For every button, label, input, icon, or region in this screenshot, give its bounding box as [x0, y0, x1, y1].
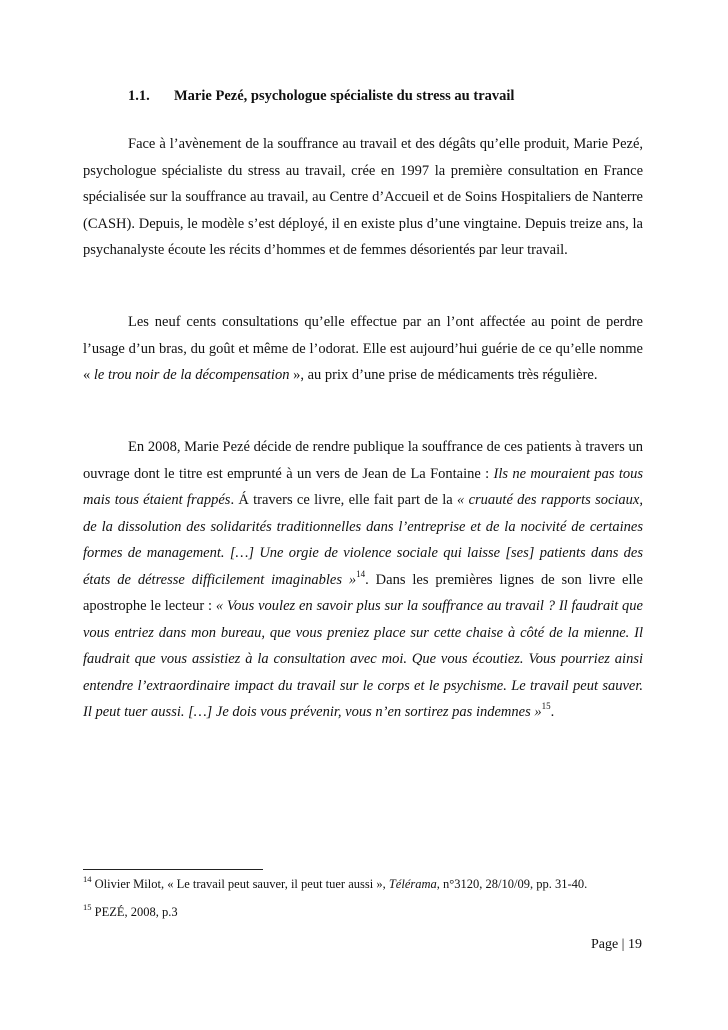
footnote-14-source: Télérama	[388, 877, 437, 891]
section-heading	[128, 88, 514, 105]
paragraph-consultations	[83, 309, 643, 389]
paragraph-intro: Face à l’avènement de la souffrance au travail et des dégâts qu’elle produit, Marie Pezé, psychologue spécialiste du stress au travail, crée en 1997 la première consultation en France spécialisée sur la souffrance au travail, au Centre d’Accueil et de Soins Hospitaliers de Nanterre (CASH). Depuis, le modèle s’est déployé, il en existe plus d’une vingtaine. Depuis treize ans, la psychanalyste écoute les récits d’hommes et de femmes désorientés par leur travail.	[83, 136, 643, 258]
footnote-ref-14[interactable]: 14	[356, 568, 366, 579]
paragraph-3-text-3: . Dans les premières lignes de son livre elle apostrophe le lecteur :	[83, 571, 643, 614]
section-title: Marie Pezé, psychologue spécialiste du stress au travail	[174, 88, 515, 104]
section-number: 1.1.	[128, 88, 150, 104]
footnote-15-text: PEZÉ, 2008, p.3	[91, 905, 178, 919]
paragraph-3-text-2: . Á travers ce livre, elle fait part de la	[230, 492, 458, 508]
footnote-ref-15[interactable]: 15	[541, 701, 551, 711]
footnote-15	[83, 904, 653, 920]
footnote-number-15: 15	[83, 902, 92, 912]
footnote-14	[83, 876, 653, 892]
footnote-14-text: Olivier Milot, « Le travail peut sauver, il peut tuer aussi »,	[91, 877, 389, 891]
paragraph-3-text-end: .	[550, 704, 555, 720]
book-title: Ils ne mouraient pas tous mais tous étaient frappés	[83, 465, 644, 508]
footnote-14-details: , n°3120, 28/10/09, pp. 31-40.	[436, 877, 588, 891]
quote-apostrophe: « Vous voulez en savoir plus sur la souffrance au travail ? Il faudrait que vous entriez dans mon bureau, que vous preniez place sur cette chaise à côté de la mienne. Il faudrait que vous assistiez à la consultation avec moi. Que vous écoutiez. Vous pourriez ainsi entendre l’extraordinaire impact du travail sur le corps et le psychisme. Le travail peut sauver. Il peut tuer aussi. […] Je dois vous prévenir, vous n’en sortirez pas indemnes »	[83, 598, 643, 720]
paragraph-3-text-1: En 2008, Marie Pezé décide de rendre publique la souffrance de ces patients à travers un ouvrage dont le titre est emprunté à un vers de Jean de La Fontaine :	[83, 439, 643, 482]
quote-decompensation: le trou noir de la décompensation	[93, 367, 290, 383]
footnote-separator	[83, 869, 263, 870]
paragraph-book	[83, 434, 643, 726]
paragraph-2-text-end: », au prix d’une prise de médicaments très régulière.	[289, 367, 598, 383]
footnote-number-14: 14	[83, 874, 92, 884]
quote-cruaute: « cruauté des rapports sociaux, de la dissolution des solidarités traditionnelles dans l’entreprise et de la nocivité de certaines formes de management. […] Une orgie de violence sociale qui laisse [ses] patients dans des états de détresse difficilement imaginables »	[83, 492, 643, 588]
page-number: Page | 19	[590, 937, 642, 952]
paragraph-2-text-start: Les neuf cents consultations qu’elle effectue par an l’ont affectée au point de perdre l’usage d’un bras, du goût et même de l’odorat. Elle est aujourd’hui guérie de ce qu’elle nomme «	[83, 314, 643, 383]
